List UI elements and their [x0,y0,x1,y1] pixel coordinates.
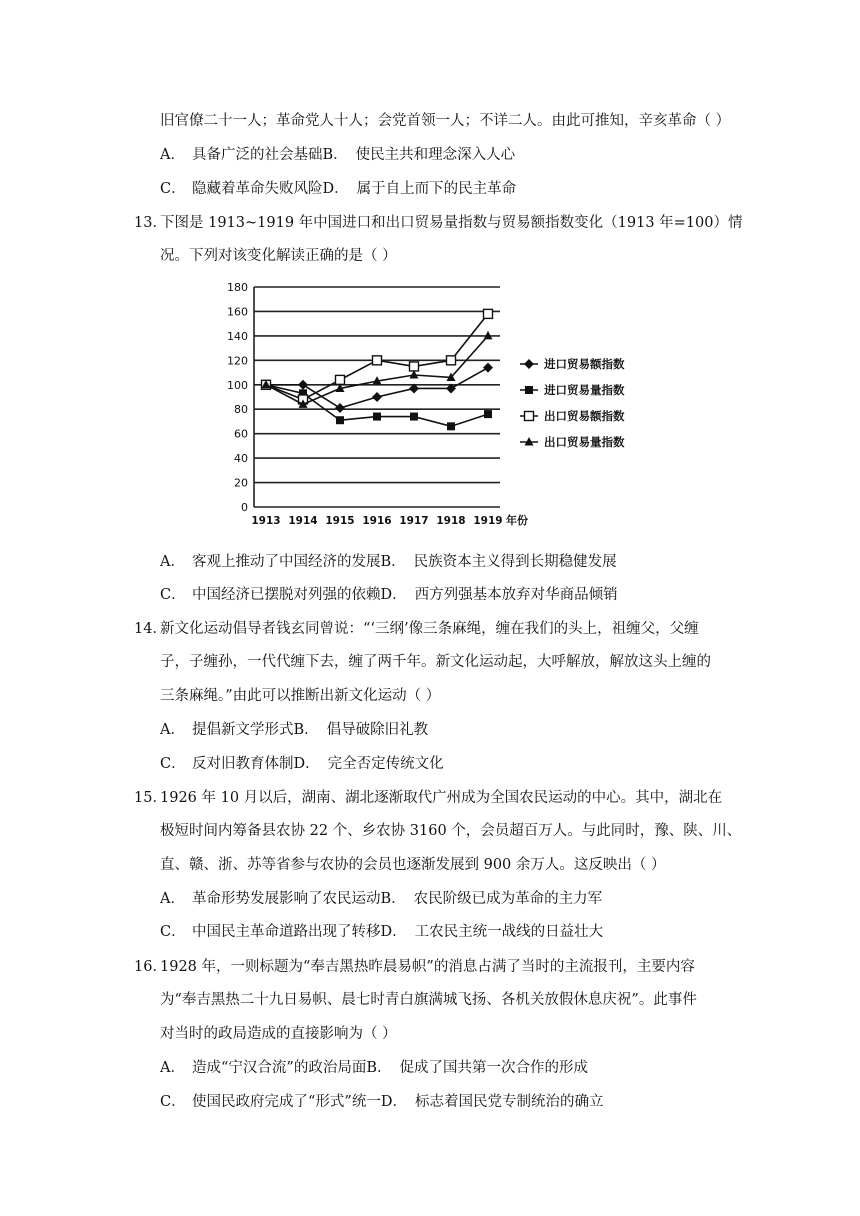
option-c-text: 使国民政府完成了“形式”统一 [192,1094,381,1110]
q14-number: 14． [134,621,167,637]
x-tick-label: 1919 [473,515,503,527]
option-b-letter: B． [366,1060,392,1076]
legend-marker [524,359,534,369]
q13-stem-line1: 下图是 1913~1919 年中国进口和出口贸易量指数与贸易额指数变化（1913 年=100）情 [160,215,743,231]
option-c-letter: C． [160,756,186,772]
data-point [447,356,456,365]
y-tick-label: 0 [241,501,248,514]
q12-options-row2 [160,179,516,199]
y-tick-label: 180 [227,281,248,294]
q14-stem-line1: 新文化运动倡导者钱玄同曾说：“‘三纲’像三条麻绳，缠在我们的头上，祖缠父，父缠 [160,621,699,637]
y-tick-label: 40 [234,452,248,466]
q13-options-row2 [160,585,618,605]
option-a-text: 客观上推动了中国经济的发展 [192,554,381,570]
data-point [373,413,381,421]
option-d-letter: D． [380,924,407,940]
data-point [336,375,345,384]
option-c-letter: C． [160,181,186,197]
data-point [335,403,345,413]
q14-options-row2 [160,754,444,774]
option-b-text: 促成了国共第一次合作的形成 [399,1060,588,1076]
q13-trade-index-chart [222,272,652,530]
y-tick-label: 100 [227,378,248,392]
x-tick-label: 1916 [362,515,392,527]
q15-stem-line3: 直、赣、浙、苏等省参与农协的会员也逐渐发展到 900 余万人。这反映出（ ） [160,857,666,873]
option-a-letter: A． [160,1060,185,1076]
y-tick-label: 140 [227,329,248,343]
q15-stem-line2: 极短时间内筹备县农协 22 个、乡农协 3160 个，会员超百万人。与此同时，豫、陕、川、 [160,823,742,839]
data-point [410,413,418,421]
q12-stem-continuation: 旧官僚二十一人；革命党人十人；会党首领一人；不详二人。由此可推知，辛亥革命（ ） [160,113,731,129]
data-point [447,422,455,430]
option-a-text: 提倡新文学形式 [192,722,294,738]
option-c-letter: C． [160,924,186,940]
x-tick-label: 1914 [288,515,318,527]
option-c-text: 反对旧教育体制 [192,756,294,772]
y-tick-label: 60 [234,427,248,441]
legend-label: 出口贸易额指数 [544,409,625,423]
data-point [484,309,493,318]
legend-label: 出口贸易量指数 [544,435,625,449]
x-tick-label: 1915 [325,515,355,527]
option-d-letter: D． [380,1094,407,1110]
option-b-text: 倡导破除旧礼教 [326,722,429,738]
x-tick-label: 1917 [399,515,429,527]
q14-options-row1 [160,720,428,740]
option-a-letter: A． [160,722,185,738]
y-tick-label: 80 [234,403,248,417]
option-b-text: 农民阶级已成为革命的主力军 [413,891,603,907]
q13-number: 13． [134,215,167,231]
q16-stem-line1: 1928 年，一则标题为“奉吉黑热昨晨易帜”的消息占满了当时的主流报刊，主要内容 [160,959,695,975]
option-a-letter: A． [160,891,185,907]
legend-marker [525,386,533,394]
option-c-letter: C． [160,1094,186,1110]
option-a-text: 造成“宁汉合流”的政治局面 [192,1060,367,1076]
q16-options-row1 [160,1058,588,1078]
option-d-letter: D． [380,587,407,603]
option-d-text: 完全否定传统文化 [327,756,444,772]
q16-options-row2 [160,1092,603,1112]
q12-options-row1 [160,145,515,165]
line-chart [222,272,652,530]
option-d-text: 西方列强基本放弃对华商品倾销 [414,587,618,603]
option-d-text: 工农民主统一战线的日益壮大 [414,924,604,940]
option-c-text: 隐藏着革命失败风险 [192,181,323,197]
option-a-letter: A． [160,554,185,570]
option-c-text: 中国民主革命道路出现了转移 [192,924,381,940]
q16-number: 16． [134,959,167,975]
option-b-letter: B． [380,554,406,570]
q13-options-row1 [160,552,617,572]
x-axis-unit-label: 年份 [506,514,528,527]
q16-stem-line2: 为“奉吉黑热二十九日易帜、晨七时青白旗满城飞扬、各机关放假休息庆祝”。此事件 [160,992,697,1008]
q15-options-row2 [160,922,603,942]
option-d-text: 属于自上而下的民主革命 [356,181,517,197]
option-b-letter: B． [293,722,319,738]
option-d-letter: D． [293,756,320,772]
option-b-letter: B． [322,147,348,163]
y-tick-label: 120 [227,354,248,368]
option-c-letter: C． [160,587,186,603]
y-tick-label: 20 [234,476,248,490]
q16-stem-line3: 对当时的政局造成的直接影响为（ ） [160,1026,397,1042]
legend-marker [525,412,534,421]
data-point [298,380,308,390]
option-b-text: 使民主共和理念深入人心 [355,147,516,163]
y-tick-label: 160 [227,305,248,319]
legend-label: 进口贸易量指数 [544,383,625,397]
data-point [336,416,344,424]
option-c-text: 中国经济已摆脱对列强的依赖 [192,587,381,603]
x-tick-label: 1918 [436,515,466,527]
data-point [484,410,492,418]
data-point [373,356,382,365]
q15-stem-line1: 1926 年 10 月以后，湖南、湖北逐渐取代广州成为全国农民运动的中心。其中，湖北在 [160,790,723,806]
data-point [372,392,382,402]
data-point [410,362,419,371]
option-a-text: 具备广泛的社会基础 [192,147,323,163]
option-d-letter: D． [322,181,349,197]
option-a-text: 革命形势发展影响了农民运动 [192,891,381,907]
option-b-letter: B． [380,891,406,907]
q14-stem-line2: 子，子缠孙，一代代缠下去，缠了两千年。新文化运动起，大呼解放，解放这头上缠的 [160,654,711,670]
x-tick-label: 1913 [251,515,281,527]
q15-number: 15． [134,790,167,806]
option-d-text: 标志着国民党专制统治的确立 [414,1094,604,1110]
q15-options-row1 [160,889,602,909]
option-a-letter: A． [160,147,185,163]
q14-stem-line3: 三条麻绳。”由此可以推断出新文化运动（ ） [160,688,441,704]
data-point [483,363,493,373]
legend-label: 进口贸易额指数 [544,357,625,371]
q13-stem-line2: 况。下列对该变化解读正确的是（ ） [160,248,397,264]
option-b-text: 民族资本主义得到长期稳健发展 [413,554,617,570]
